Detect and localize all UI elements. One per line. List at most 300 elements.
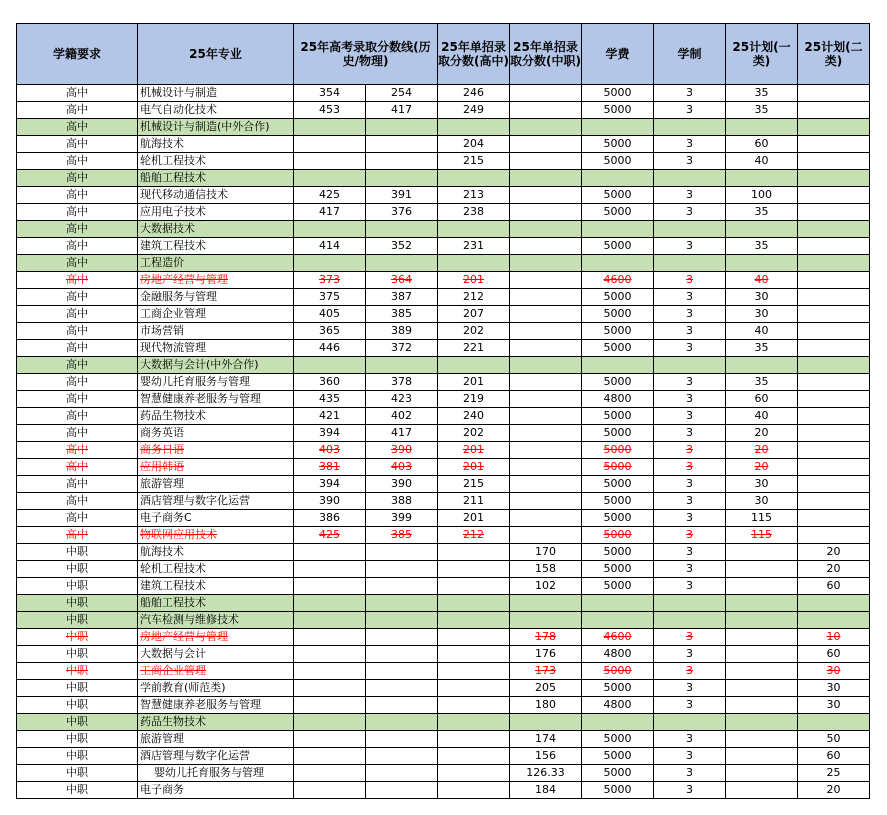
cell-plan-1: 115 xyxy=(726,510,798,527)
cell-danzhao-gaozhong xyxy=(438,714,510,731)
cell-gaokao-history: 417 xyxy=(294,204,366,221)
cell-gaokao-history xyxy=(294,731,366,748)
cell-plan-2: 30 xyxy=(798,680,870,697)
cell-plan-1 xyxy=(726,255,798,272)
cell-gaokao-history: 373 xyxy=(294,272,366,289)
table-body xyxy=(17,85,870,799)
cell-xueji: 中职 xyxy=(17,612,138,629)
cell-years: 3 xyxy=(654,578,726,595)
header-gaokao-score: 25年高考录取分数线(历史/物理) xyxy=(294,24,438,85)
cell-xueji: 中职 xyxy=(17,714,138,731)
cell-fee: 5000 xyxy=(582,459,654,476)
cell-plan-2 xyxy=(798,289,870,306)
cell-danzhao-zhongzhi xyxy=(510,714,582,731)
cell-fee: 5000 xyxy=(582,765,654,782)
cell-major: 船舶工程技术 xyxy=(138,595,294,612)
cell-danzhao-gaozhong xyxy=(438,697,510,714)
cell-xueji: 高中 xyxy=(17,289,138,306)
header-major: 25年专业 xyxy=(138,24,294,85)
cell-gaokao-physics: 389 xyxy=(366,323,438,340)
cell-plan-1 xyxy=(726,119,798,136)
cell-plan-1: 30 xyxy=(726,476,798,493)
cell-gaokao-physics xyxy=(366,221,438,238)
cell-fee: 5000 xyxy=(582,408,654,425)
cell-danzhao-zhongzhi xyxy=(510,510,582,527)
cell-danzhao-gaozhong xyxy=(438,221,510,238)
cell-danzhao-gaozhong xyxy=(438,595,510,612)
cell-gaokao-physics: 399 xyxy=(366,510,438,527)
cell-years: 3 xyxy=(654,476,726,493)
cell-plan-1 xyxy=(726,697,798,714)
cell-fee: 5000 xyxy=(582,204,654,221)
cell-gaokao-history xyxy=(294,357,366,374)
cell-fee: 5000 xyxy=(582,663,654,680)
cell-danzhao-gaozhong: 238 xyxy=(438,204,510,221)
cell-plan-2 xyxy=(798,510,870,527)
cell-fee: 5000 xyxy=(582,238,654,255)
cell-danzhao-gaozhong xyxy=(438,731,510,748)
cell-xueji: 高中 xyxy=(17,204,138,221)
table-row xyxy=(17,578,870,595)
cell-major: 现代移动通信技术 xyxy=(138,187,294,204)
cell-xueji: 中职 xyxy=(17,663,138,680)
cell-fee: 5000 xyxy=(582,323,654,340)
table-row xyxy=(17,323,870,340)
cell-years: 3 xyxy=(654,493,726,510)
cell-plan-1: 40 xyxy=(726,272,798,289)
cell-gaokao-history: 381 xyxy=(294,459,366,476)
cell-plan-1: 35 xyxy=(726,102,798,119)
cell-years: 3 xyxy=(654,697,726,714)
table-row xyxy=(17,493,870,510)
cell-major: 旅游管理 xyxy=(138,476,294,493)
cell-danzhao-zhongzhi: 176 xyxy=(510,646,582,663)
table-row xyxy=(17,204,870,221)
cell-danzhao-gaozhong: 219 xyxy=(438,391,510,408)
cell-danzhao-zhongzhi: 126.33 xyxy=(510,765,582,782)
cell-plan-2 xyxy=(798,136,870,153)
cell-plan-1: 40 xyxy=(726,323,798,340)
cell-major: 智慧健康养老服务与管理 xyxy=(138,391,294,408)
cell-plan-1 xyxy=(726,629,798,646)
cell-gaokao-history xyxy=(294,170,366,187)
cell-danzhao-zhongzhi: 205 xyxy=(510,680,582,697)
cell-plan-2: 30 xyxy=(798,697,870,714)
cell-fee: 5000 xyxy=(582,374,654,391)
cell-xueji: 中职 xyxy=(17,578,138,595)
cell-xueji: 高中 xyxy=(17,323,138,340)
cell-major: 航海技术 xyxy=(138,136,294,153)
cell-years: 3 xyxy=(654,442,726,459)
cell-danzhao-gaozhong: 207 xyxy=(438,306,510,323)
cell-years: 3 xyxy=(654,731,726,748)
cell-xueji: 高中 xyxy=(17,238,138,255)
cell-gaokao-physics: 385 xyxy=(366,527,438,544)
cell-gaokao-history: 394 xyxy=(294,476,366,493)
cell-years: 3 xyxy=(654,765,726,782)
cell-gaokao-physics xyxy=(366,170,438,187)
cell-gaokao-physics: 376 xyxy=(366,204,438,221)
cell-major: 汽车检测与维修技术 xyxy=(138,612,294,629)
cell-years: 3 xyxy=(654,272,726,289)
cell-fee: 5000 xyxy=(582,476,654,493)
cell-gaokao-physics xyxy=(366,153,438,170)
cell-plan-1 xyxy=(726,578,798,595)
cell-major: 工商企业管理 xyxy=(138,306,294,323)
cell-fee: 5000 xyxy=(582,289,654,306)
cell-danzhao-gaozhong: 201 xyxy=(438,510,510,527)
cell-xueji: 高中 xyxy=(17,170,138,187)
cell-fee: 5000 xyxy=(582,493,654,510)
cell-gaokao-history: 435 xyxy=(294,391,366,408)
cell-gaokao-physics xyxy=(366,255,438,272)
cell-gaokao-history: 394 xyxy=(294,425,366,442)
cell-plan-2 xyxy=(798,425,870,442)
cell-plan-1: 35 xyxy=(726,340,798,357)
cell-plan-2 xyxy=(798,459,870,476)
cell-plan-1: 20 xyxy=(726,442,798,459)
cell-xueji: 中职 xyxy=(17,544,138,561)
cell-xueji: 高中 xyxy=(17,187,138,204)
cell-danzhao-zhongzhi xyxy=(510,170,582,187)
cell-danzhao-gaozhong xyxy=(438,646,510,663)
cell-xueji: 高中 xyxy=(17,527,138,544)
cell-plan-2 xyxy=(798,85,870,102)
cell-plan-2 xyxy=(798,221,870,238)
cell-gaokao-physics xyxy=(366,697,438,714)
cell-fee: 5000 xyxy=(582,782,654,799)
cell-danzhao-zhongzhi xyxy=(510,442,582,459)
table-row xyxy=(17,782,870,799)
cell-danzhao-zhongzhi xyxy=(510,340,582,357)
cell-plan-2 xyxy=(798,595,870,612)
cell-plan-2 xyxy=(798,119,870,136)
cell-years: 3 xyxy=(654,629,726,646)
cell-danzhao-zhongzhi xyxy=(510,85,582,102)
cell-plan-2: 20 xyxy=(798,544,870,561)
cell-major: 建筑工程技术 xyxy=(138,578,294,595)
cell-plan-1 xyxy=(726,357,798,374)
cell-gaokao-history: 360 xyxy=(294,374,366,391)
cell-major: 商务英语 xyxy=(138,425,294,442)
cell-plan-1: 30 xyxy=(726,289,798,306)
cell-gaokao-history: 403 xyxy=(294,442,366,459)
cell-gaokao-history xyxy=(294,782,366,799)
header-danzhao-zhongzhi: 25年单招录取分数(中职) xyxy=(510,24,582,85)
cell-years xyxy=(654,221,726,238)
cell-major: 旅游管理 xyxy=(138,731,294,748)
cell-xueji: 高中 xyxy=(17,425,138,442)
table-row xyxy=(17,272,870,289)
cell-plan-1: 35 xyxy=(726,238,798,255)
cell-fee: 4800 xyxy=(582,697,654,714)
cell-years: 3 xyxy=(654,544,726,561)
cell-fee: 5000 xyxy=(582,442,654,459)
cell-danzhao-gaozhong xyxy=(438,578,510,595)
cell-danzhao-zhongzhi xyxy=(510,459,582,476)
cell-plan-1: 20 xyxy=(726,425,798,442)
cell-plan-2 xyxy=(798,442,870,459)
cell-plan-1 xyxy=(726,170,798,187)
cell-years: 3 xyxy=(654,323,726,340)
cell-danzhao-gaozhong: 231 xyxy=(438,238,510,255)
cell-major: 学前教育(师范类) xyxy=(138,680,294,697)
cell-major: 大数据技术 xyxy=(138,221,294,238)
table-row xyxy=(17,612,870,629)
cell-fee: 5000 xyxy=(582,544,654,561)
cell-xueji: 高中 xyxy=(17,85,138,102)
table-row xyxy=(17,476,870,493)
cell-plan-1: 35 xyxy=(726,85,798,102)
cell-plan-1: 40 xyxy=(726,408,798,425)
cell-plan-2: 60 xyxy=(798,748,870,765)
cell-danzhao-zhongzhi: 102 xyxy=(510,578,582,595)
admission-score-table xyxy=(16,23,870,799)
cell-xueji: 高中 xyxy=(17,340,138,357)
cell-major: 轮机工程技术 xyxy=(138,153,294,170)
cell-gaokao-physics xyxy=(366,595,438,612)
cell-gaokao-history: 421 xyxy=(294,408,366,425)
cell-danzhao-gaozhong: 204 xyxy=(438,136,510,153)
cell-major: 酒店管理与数字化运营 xyxy=(138,493,294,510)
cell-major: 机械设计与制造(中外合作) xyxy=(138,119,294,136)
cell-years: 3 xyxy=(654,102,726,119)
cell-danzhao-gaozhong: 240 xyxy=(438,408,510,425)
cell-plan-2 xyxy=(798,187,870,204)
cell-years xyxy=(654,119,726,136)
cell-gaokao-history xyxy=(294,578,366,595)
cell-fee: 5000 xyxy=(582,425,654,442)
cell-years: 3 xyxy=(654,646,726,663)
cell-xueji: 高中 xyxy=(17,493,138,510)
cell-years: 3 xyxy=(654,782,726,799)
cell-gaokao-physics: 417 xyxy=(366,102,438,119)
cell-danzhao-zhongzhi: 173 xyxy=(510,663,582,680)
cell-gaokao-history xyxy=(294,544,366,561)
cell-danzhao-gaozhong: 202 xyxy=(438,425,510,442)
cell-fee: 5000 xyxy=(582,561,654,578)
cell-major: 智慧健康养老服务与管理 xyxy=(138,697,294,714)
cell-years: 3 xyxy=(654,663,726,680)
cell-danzhao-gaozhong: 202 xyxy=(438,323,510,340)
cell-plan-1 xyxy=(726,595,798,612)
cell-gaokao-history xyxy=(294,697,366,714)
table-row xyxy=(17,697,870,714)
cell-plan-2 xyxy=(798,612,870,629)
table-row xyxy=(17,459,870,476)
cell-gaokao-physics: 385 xyxy=(366,306,438,323)
cell-gaokao-history xyxy=(294,561,366,578)
cell-fee xyxy=(582,170,654,187)
cell-gaokao-physics: 423 xyxy=(366,391,438,408)
cell-gaokao-physics xyxy=(366,663,438,680)
cell-gaokao-physics xyxy=(366,612,438,629)
table-row xyxy=(17,187,870,204)
cell-years: 3 xyxy=(654,374,726,391)
cell-plan-2: 20 xyxy=(798,782,870,799)
cell-plan-1: 30 xyxy=(726,306,798,323)
table-row xyxy=(17,357,870,374)
cell-fee xyxy=(582,595,654,612)
cell-danzhao-gaozhong: 212 xyxy=(438,289,510,306)
cell-danzhao-gaozhong: 246 xyxy=(438,85,510,102)
cell-gaokao-physics: 388 xyxy=(366,493,438,510)
table-row xyxy=(17,629,870,646)
cell-gaokao-physics: 387 xyxy=(366,289,438,306)
cell-xueji: 中职 xyxy=(17,680,138,697)
cell-danzhao-zhongzhi: 178 xyxy=(510,629,582,646)
cell-xueji: 中职 xyxy=(17,782,138,799)
table-row xyxy=(17,663,870,680)
cell-gaokao-physics: 364 xyxy=(366,272,438,289)
cell-years: 3 xyxy=(654,680,726,697)
cell-xueji: 高中 xyxy=(17,510,138,527)
table-row xyxy=(17,119,870,136)
cell-plan-2 xyxy=(798,391,870,408)
table-row xyxy=(17,442,870,459)
cell-xueji: 中职 xyxy=(17,748,138,765)
header-fee: 学费 xyxy=(582,24,654,85)
table-row xyxy=(17,408,870,425)
cell-major: 大数据与会计(中外合作) xyxy=(138,357,294,374)
cell-gaokao-history: 446 xyxy=(294,340,366,357)
cell-danzhao-gaozhong: 213 xyxy=(438,187,510,204)
table-row xyxy=(17,680,870,697)
cell-gaokao-history xyxy=(294,663,366,680)
cell-plan-1 xyxy=(726,765,798,782)
cell-plan-2 xyxy=(798,714,870,731)
cell-xueji: 中职 xyxy=(17,731,138,748)
cell-major: 房地产经营与管理 xyxy=(138,272,294,289)
cell-fee xyxy=(582,612,654,629)
cell-gaokao-history: 425 xyxy=(294,187,366,204)
cell-years: 3 xyxy=(654,408,726,425)
cell-plan-1: 20 xyxy=(726,459,798,476)
cell-years: 3 xyxy=(654,561,726,578)
header-plan-2: 25计划(二类) xyxy=(798,24,870,85)
table-row xyxy=(17,748,870,765)
cell-danzhao-zhongzhi xyxy=(510,476,582,493)
cell-plan-1 xyxy=(726,544,798,561)
cell-danzhao-zhongzhi xyxy=(510,119,582,136)
cell-plan-1 xyxy=(726,221,798,238)
cell-major: 物联网应用技术 xyxy=(138,527,294,544)
cell-gaokao-physics xyxy=(366,765,438,782)
cell-xueji: 中职 xyxy=(17,561,138,578)
cell-xueji: 高中 xyxy=(17,255,138,272)
cell-gaokao-physics: 372 xyxy=(366,340,438,357)
cell-plan-1: 35 xyxy=(726,204,798,221)
cell-fee: 5000 xyxy=(582,102,654,119)
cell-years: 3 xyxy=(654,391,726,408)
cell-plan-1: 30 xyxy=(726,493,798,510)
table-row xyxy=(17,374,870,391)
cell-major: 大数据与会计 xyxy=(138,646,294,663)
cell-major: 药品生物技术 xyxy=(138,408,294,425)
header-xueji: 学籍要求 xyxy=(17,24,138,85)
cell-danzhao-gaozhong xyxy=(438,782,510,799)
cell-plan-1 xyxy=(726,748,798,765)
cell-fee: 5000 xyxy=(582,527,654,544)
cell-gaokao-history xyxy=(294,680,366,697)
cell-danzhao-zhongzhi xyxy=(510,272,582,289)
table-row xyxy=(17,102,870,119)
cell-years: 3 xyxy=(654,425,726,442)
table-row xyxy=(17,306,870,323)
cell-plan-2: 20 xyxy=(798,561,870,578)
cell-danzhao-gaozhong: 212 xyxy=(438,527,510,544)
cell-gaokao-history xyxy=(294,136,366,153)
cell-gaokao-history xyxy=(294,748,366,765)
cell-danzhao-zhongzhi xyxy=(510,612,582,629)
cell-major: 船舶工程技术 xyxy=(138,170,294,187)
cell-danzhao-zhongzhi xyxy=(510,153,582,170)
cell-years: 3 xyxy=(654,204,726,221)
cell-major: 机械设计与制造 xyxy=(138,85,294,102)
cell-danzhao-zhongzhi xyxy=(510,187,582,204)
cell-fee: 5000 xyxy=(582,85,654,102)
table-row xyxy=(17,765,870,782)
cell-xueji: 高中 xyxy=(17,357,138,374)
cell-xueji: 高中 xyxy=(17,153,138,170)
table-row xyxy=(17,527,870,544)
cell-major: 工程造价 xyxy=(138,255,294,272)
cell-plan-1 xyxy=(726,612,798,629)
cell-gaokao-history: 365 xyxy=(294,323,366,340)
cell-years xyxy=(654,612,726,629)
cell-major: 药品生物技术 xyxy=(138,714,294,731)
cell-plan-2 xyxy=(798,255,870,272)
cell-major: 工商企业管理 xyxy=(138,663,294,680)
cell-fee xyxy=(582,119,654,136)
cell-danzhao-gaozhong: 201 xyxy=(438,272,510,289)
cell-plan-1: 40 xyxy=(726,153,798,170)
cell-plan-2: 60 xyxy=(798,646,870,663)
cell-fee xyxy=(582,714,654,731)
cell-plan-1 xyxy=(726,731,798,748)
cell-major: 婴幼儿托育服务与管理 xyxy=(138,765,294,782)
cell-danzhao-gaozhong xyxy=(438,544,510,561)
cell-plan-2 xyxy=(798,204,870,221)
cell-gaokao-history xyxy=(294,765,366,782)
cell-plan-1: 60 xyxy=(726,391,798,408)
cell-fee: 4800 xyxy=(582,391,654,408)
cell-fee: 5000 xyxy=(582,510,654,527)
table-row xyxy=(17,714,870,731)
cell-danzhao-zhongzhi xyxy=(510,374,582,391)
cell-major: 电气自动化技术 xyxy=(138,102,294,119)
cell-plan-1 xyxy=(726,782,798,799)
cell-gaokao-physics: 390 xyxy=(366,442,438,459)
cell-gaokao-physics xyxy=(366,544,438,561)
cell-gaokao-physics: 378 xyxy=(366,374,438,391)
cell-gaokao-physics xyxy=(366,357,438,374)
cell-major: 轮机工程技术 xyxy=(138,561,294,578)
cell-gaokao-history: 425 xyxy=(294,527,366,544)
cell-danzhao-zhongzhi: 158 xyxy=(510,561,582,578)
cell-plan-1 xyxy=(726,646,798,663)
cell-gaokao-history: 453 xyxy=(294,102,366,119)
cell-gaokao-physics xyxy=(366,119,438,136)
table-row xyxy=(17,136,870,153)
cell-danzhao-gaozhong xyxy=(438,357,510,374)
cell-danzhao-gaozhong xyxy=(438,680,510,697)
cell-gaokao-physics: 417 xyxy=(366,425,438,442)
cell-xueji: 高中 xyxy=(17,408,138,425)
cell-danzhao-zhongzhi xyxy=(510,306,582,323)
cell-gaokao-physics: 402 xyxy=(366,408,438,425)
cell-gaokao-physics: 352 xyxy=(366,238,438,255)
